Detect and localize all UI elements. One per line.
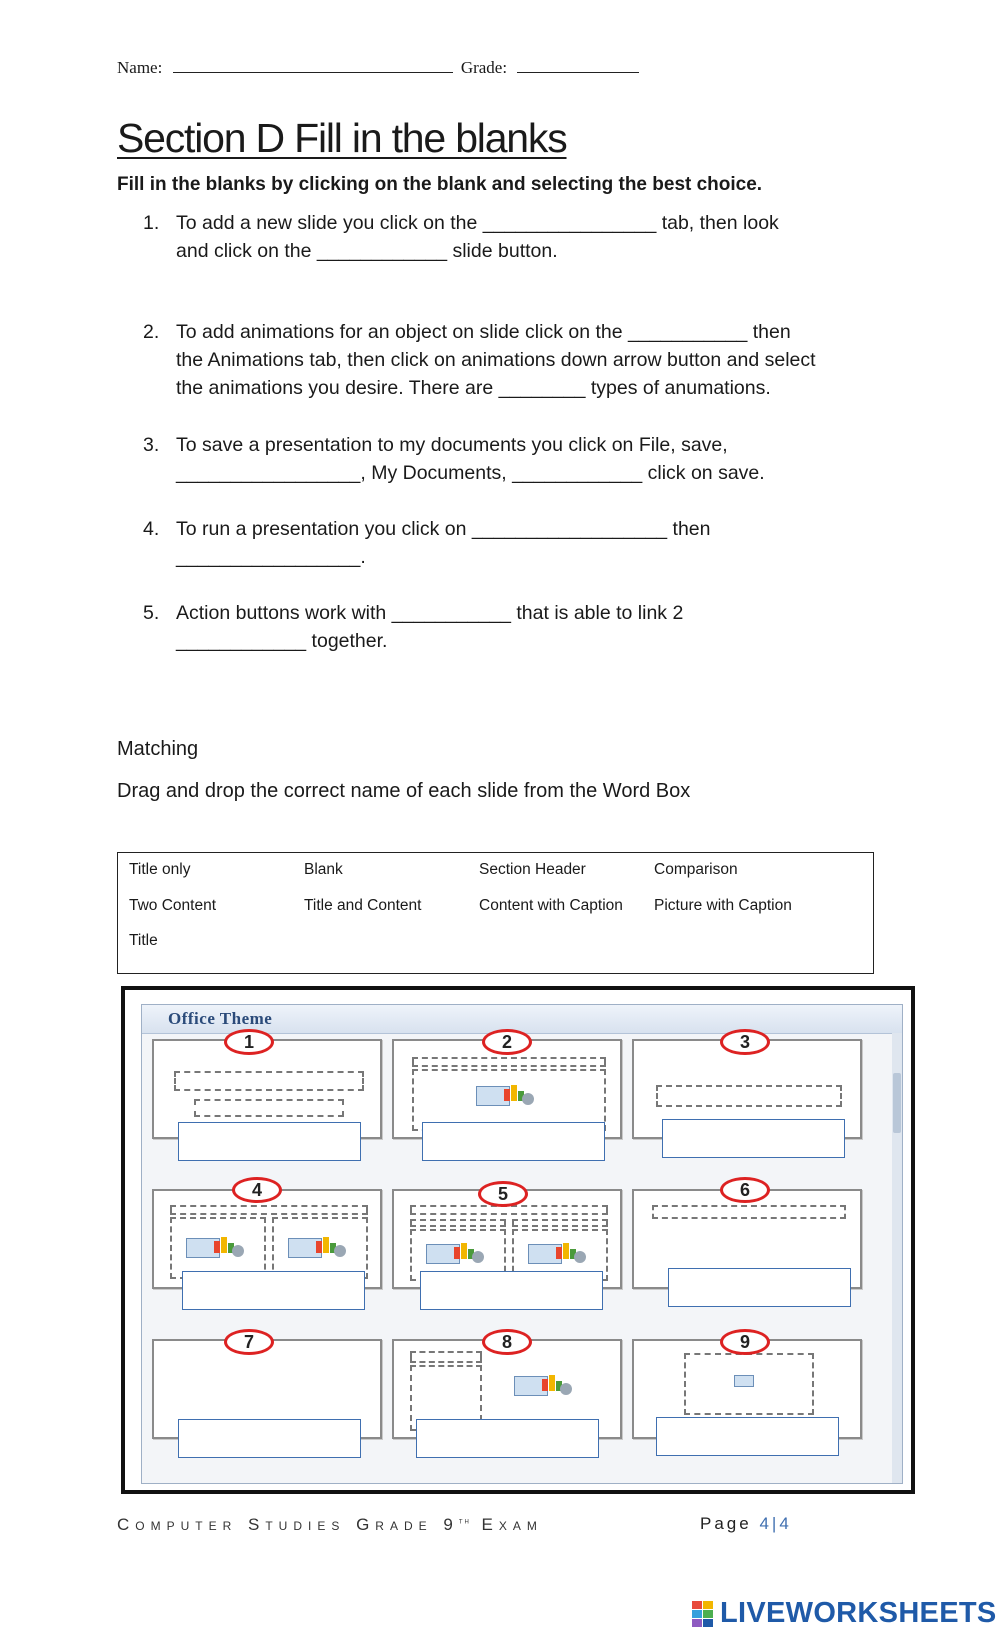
layouts-gallery bbox=[141, 1004, 903, 1484]
content-icons bbox=[186, 1235, 244, 1257]
page-label: Page bbox=[700, 1514, 752, 1533]
question-line[interactable]: Action buttons work with ___________ that is able to link 2 bbox=[176, 602, 684, 624]
question-line[interactable]: and click on the ____________ slide button. bbox=[176, 240, 558, 262]
page-number bbox=[700, 1514, 792, 1534]
badge-2: 2 bbox=[482, 1029, 532, 1055]
matching-instructions: Drag and drop the correct name of each slide from the Word Box bbox=[117, 780, 691, 802]
page-total: 4 bbox=[779, 1514, 792, 1533]
question-line[interactable]: _________________, My Documents, ____________ click on save. bbox=[176, 462, 765, 484]
scroll-thumb[interactable] bbox=[893, 1073, 901, 1133]
title-placeholder bbox=[170, 1205, 368, 1215]
badge-7: 7 bbox=[224, 1329, 274, 1355]
footer-course: Computer Studies Grade 9 bbox=[117, 1515, 459, 1534]
title-placeholder bbox=[410, 1351, 482, 1363]
footer-exam: Exam bbox=[481, 1515, 543, 1534]
word-box bbox=[117, 852, 874, 974]
left-heading-placeholder bbox=[410, 1219, 506, 1227]
section-title: Section D Fill in the blanks bbox=[117, 115, 567, 161]
name-label: Name: bbox=[117, 58, 163, 77]
badge-8: 8 bbox=[482, 1329, 532, 1355]
grade-blank[interactable] bbox=[517, 58, 639, 73]
word-chip[interactable]: Blank bbox=[304, 861, 343, 878]
gallery-scrollbar[interactable] bbox=[892, 1033, 902, 1483]
answer-box-5[interactable] bbox=[420, 1271, 603, 1310]
subtitle-placeholder bbox=[194, 1099, 344, 1117]
badge-4: 4 bbox=[232, 1177, 282, 1203]
badge-1: 1 bbox=[224, 1029, 274, 1055]
answer-box-3[interactable] bbox=[662, 1119, 845, 1158]
answer-box-2[interactable] bbox=[422, 1122, 605, 1161]
title-placeholder bbox=[174, 1071, 364, 1091]
page-separator: | bbox=[771, 1514, 780, 1533]
content-icons bbox=[426, 1241, 484, 1263]
liveworksheets-mark-icon bbox=[692, 1601, 714, 1627]
page-current: 4 bbox=[759, 1514, 772, 1533]
word-chip[interactable]: Title only bbox=[129, 861, 191, 878]
question-line[interactable]: To run a presentation you click on __________________ then bbox=[176, 518, 711, 540]
answer-box-6[interactable] bbox=[668, 1268, 851, 1307]
liveworksheets-wordmark: LIVEWORKSHEETS bbox=[720, 1597, 997, 1629]
slide-layouts-panel bbox=[121, 986, 915, 1494]
badge-9: 9 bbox=[720, 1329, 770, 1355]
badge-6: 6 bbox=[720, 1177, 770, 1203]
grade-label: Grade: bbox=[460, 58, 508, 77]
section-instructions: Fill in the blanks by clicking on the blank and selecting the best choice. bbox=[117, 174, 763, 195]
content-icons bbox=[476, 1083, 534, 1105]
section-title-placeholder bbox=[656, 1085, 842, 1107]
content-icons bbox=[288, 1235, 346, 1257]
theme-title: Office Theme bbox=[168, 1009, 273, 1028]
question-number: 4. bbox=[143, 518, 160, 540]
name-blank[interactable] bbox=[173, 58, 453, 73]
word-chip[interactable]: Comparison bbox=[654, 861, 738, 878]
badge-5: 5 bbox=[478, 1181, 528, 1207]
footer-exam-label bbox=[117, 1515, 543, 1535]
word-chip[interactable]: Picture with Caption bbox=[654, 897, 792, 914]
footer-sup: th bbox=[458, 1515, 471, 1526]
right-heading-placeholder bbox=[512, 1219, 608, 1227]
picture-icon bbox=[734, 1375, 754, 1387]
answer-box-8[interactable] bbox=[416, 1419, 599, 1458]
question-line: To save a presentation to my documents you click on File, save, bbox=[176, 434, 728, 456]
question-number: 1. bbox=[143, 212, 160, 234]
matching-heading: Matching bbox=[117, 738, 199, 760]
word-chip[interactable]: Section Header bbox=[479, 861, 586, 878]
question-line[interactable]: To add a new slide you click on the ________________ tab, then look bbox=[176, 212, 779, 234]
header-line bbox=[117, 58, 639, 78]
content-icons bbox=[514, 1373, 572, 1395]
question-number: 5. bbox=[143, 602, 160, 624]
answer-box-4[interactable] bbox=[182, 1271, 365, 1310]
badge-3: 3 bbox=[720, 1029, 770, 1055]
answer-box-9[interactable] bbox=[656, 1417, 839, 1456]
question-number: 3. bbox=[143, 434, 160, 456]
answer-box-7[interactable] bbox=[178, 1419, 361, 1458]
word-chip[interactable]: Title and Content bbox=[304, 897, 422, 914]
title-placeholder bbox=[652, 1205, 846, 1219]
question-line: the Animations tab, then click on animations down arrow button and select bbox=[176, 349, 816, 371]
question-line[interactable]: the animations you desire. There are ________ types of anumations. bbox=[176, 377, 771, 399]
question-line[interactable]: _________________. bbox=[176, 546, 366, 568]
title-placeholder bbox=[412, 1057, 606, 1067]
word-chip[interactable]: Content with Caption bbox=[479, 897, 623, 914]
question-line[interactable]: ____________ together. bbox=[176, 630, 388, 652]
word-chip[interactable]: Title bbox=[129, 932, 158, 949]
answer-box-1[interactable] bbox=[178, 1122, 361, 1161]
question-number: 2. bbox=[143, 321, 160, 343]
question-line[interactable]: To add animations for an object on slide click on the ___________ then bbox=[176, 321, 791, 343]
word-chip[interactable]: Two Content bbox=[129, 897, 217, 914]
content-icons bbox=[528, 1241, 586, 1263]
